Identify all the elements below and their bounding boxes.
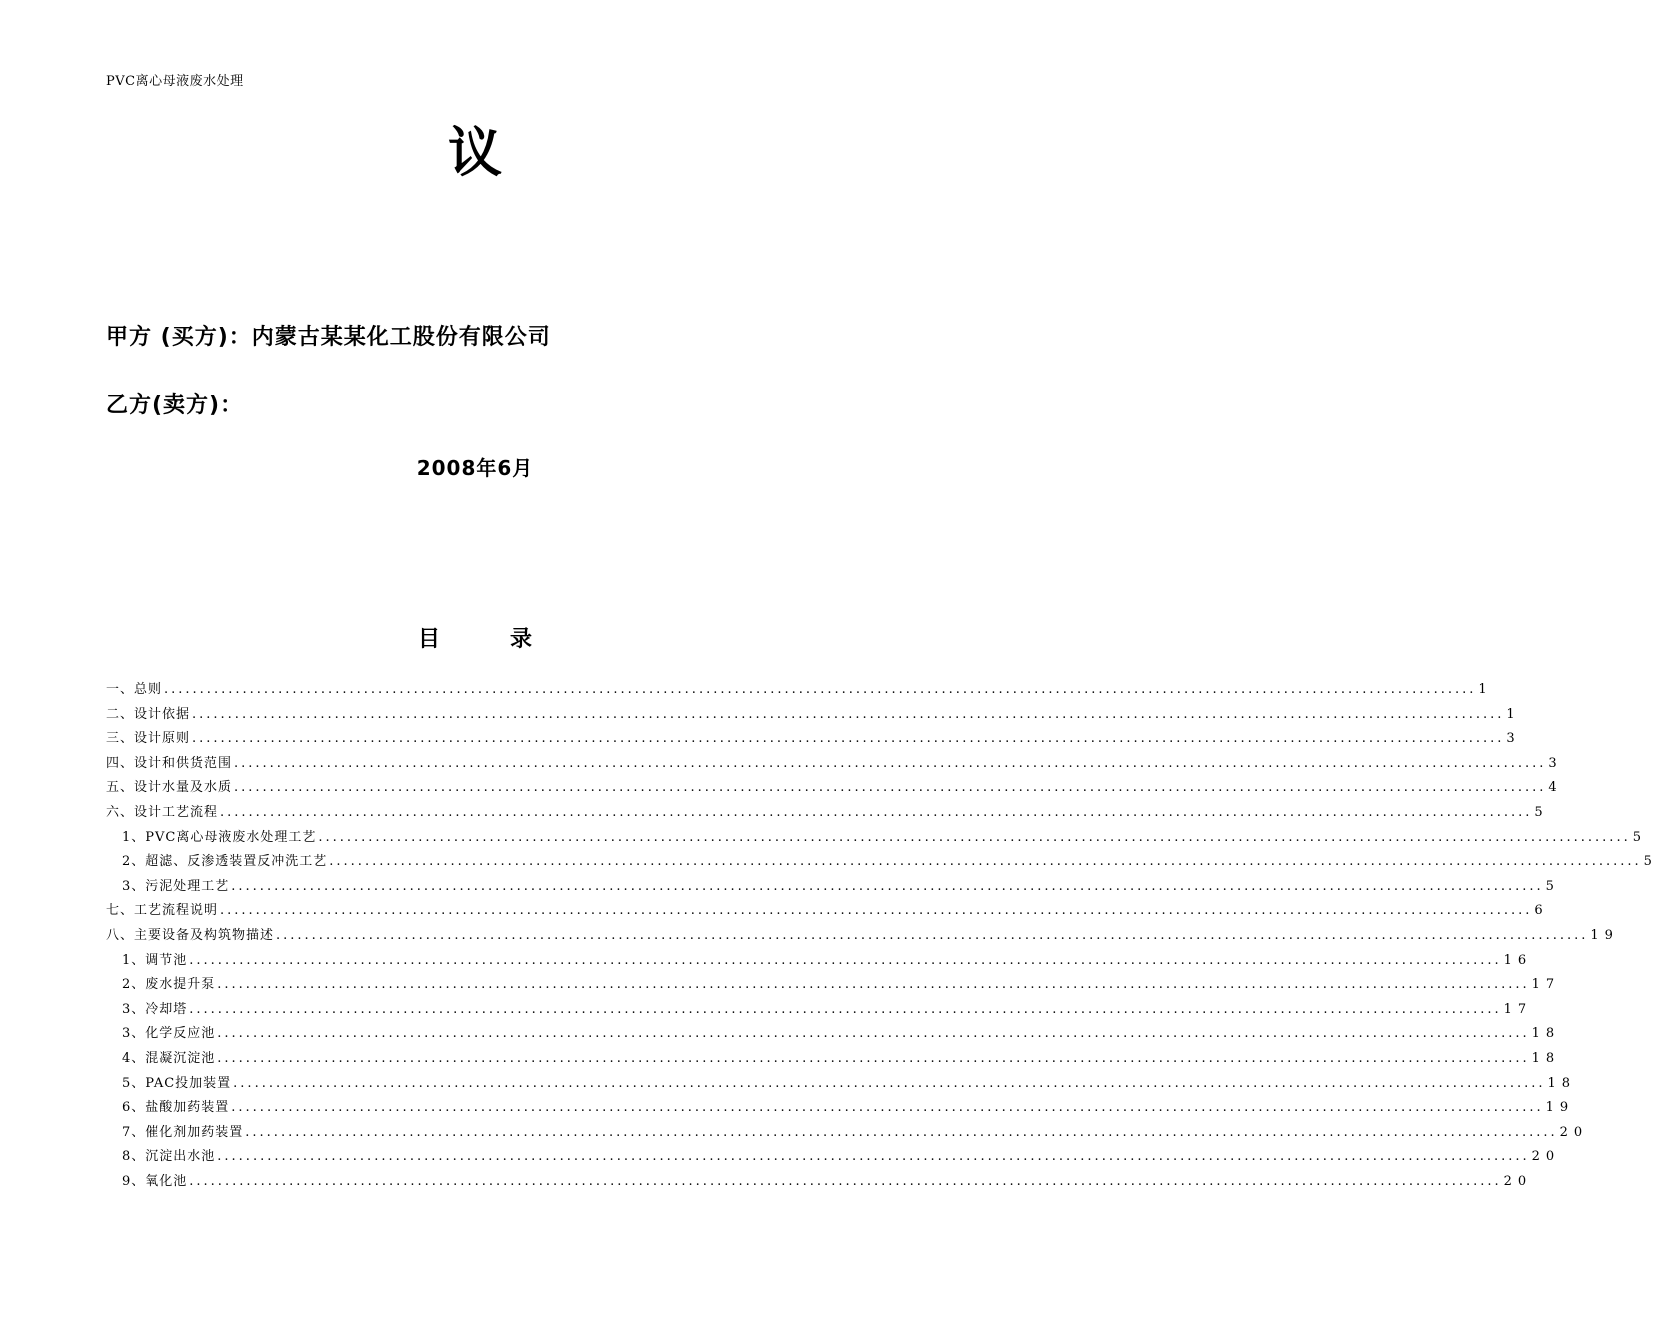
toc-entry-page: 18 xyxy=(1531,1050,1561,1066)
toc-leader-dots xyxy=(189,953,1501,968)
toc-entry-page: 20 xyxy=(1559,1124,1589,1140)
toc-leader-dots xyxy=(217,1149,1529,1164)
toc-entry[interactable] xyxy=(106,776,1563,801)
toc-entry-label: 9、氧化池 xyxy=(122,1173,188,1189)
toc-entry-label: 六、设计工艺流程 xyxy=(106,804,219,820)
toc-entry-label: 五、设计水量及水质 xyxy=(106,780,233,796)
toc-entry[interactable] xyxy=(106,1121,1589,1146)
toc-leader-dots xyxy=(217,977,1529,992)
toc-entry[interactable] xyxy=(106,1096,1575,1121)
toc-leader-dots xyxy=(192,707,1504,722)
toc-entry-page: 19 xyxy=(1545,1100,1575,1116)
toc-leader-dots xyxy=(231,879,1543,894)
toc-entry[interactable] xyxy=(106,752,1563,777)
toc-entry-page: 5 xyxy=(1534,804,1549,820)
toc-entry-page: 5 xyxy=(1545,878,1560,894)
toc-entry-label: 2、废水提升泵 xyxy=(122,977,216,993)
toc-entry[interactable] xyxy=(106,826,1647,851)
toc-entry[interactable] xyxy=(106,727,1521,752)
toc-entry[interactable] xyxy=(106,924,1619,949)
toc-entry[interactable] xyxy=(106,1145,1561,1170)
toc-entry[interactable] xyxy=(106,850,1658,875)
page-header: PVC离心母液废水处理 xyxy=(106,74,244,89)
toc-entry[interactable] xyxy=(106,678,1493,703)
toc-entry-label: 七、工艺流程说明 xyxy=(106,903,219,919)
toc-leader-dots xyxy=(192,731,1504,746)
toc-entry-label: 1、PVC离心母液废水处理工艺 xyxy=(122,829,317,845)
toc-entry-label: 8、沉淀出水池 xyxy=(122,1149,216,1165)
toc-entry[interactable] xyxy=(106,973,1561,998)
toc-leader-dots xyxy=(233,1076,1545,1091)
toc-entry-label: 一、总则 xyxy=(106,682,163,697)
party-a: 甲方 (买方)：内蒙古某某化工股份有限公司 xyxy=(106,325,551,350)
toc-entry[interactable] xyxy=(106,899,1549,924)
toc-leader-dots xyxy=(231,1100,1543,1115)
toc-entry-page: 18 xyxy=(1547,1075,1577,1091)
toc-entry[interactable] xyxy=(106,1072,1577,1097)
toc-entry-page: 17 xyxy=(1503,1001,1533,1017)
toc-entry-page: 4 xyxy=(1548,780,1563,796)
toc-entry[interactable] xyxy=(106,949,1533,974)
toc-leader-dots xyxy=(189,1174,1501,1189)
toc-leader-dots xyxy=(217,1026,1529,1041)
toc-title-right: 录 xyxy=(510,627,533,652)
toc-entry-label: 4、混凝沉淀池 xyxy=(122,1050,216,1066)
document-title: 议 xyxy=(448,121,502,184)
toc-leader-dots xyxy=(189,1002,1501,1017)
toc-entry-page: 6 xyxy=(1534,903,1549,919)
toc-entry[interactable] xyxy=(106,1047,1561,1072)
toc-entry-page: 20 xyxy=(1531,1149,1561,1165)
toc-entry-label: 3、污泥处理工艺 xyxy=(122,878,230,894)
toc-entry-page: 3 xyxy=(1506,731,1521,747)
toc-leader-dots xyxy=(245,1125,1557,1140)
toc-entry-label: 1、调节池 xyxy=(122,952,188,968)
toc-entry-label: 5、PAC投加装置 xyxy=(122,1075,232,1091)
toc-entry-label: 四、设计和供货范围 xyxy=(106,755,233,771)
toc-title xyxy=(0,622,950,653)
toc-leader-dots xyxy=(329,854,1641,869)
toc-entry-page: 5 xyxy=(1643,854,1658,870)
table-of-contents xyxy=(106,678,1658,1194)
toc-entry-page: 3 xyxy=(1548,755,1563,771)
toc-entry-label: 3、冷却塔 xyxy=(122,1001,188,1017)
toc-entry[interactable] xyxy=(106,801,1549,826)
toc-entry[interactable] xyxy=(106,1170,1533,1195)
toc-entry-page: 5 xyxy=(1632,829,1647,845)
party-b: 乙方(卖方)： xyxy=(106,393,244,418)
toc-entry-page: 1 xyxy=(1478,682,1493,697)
toc-leader-dots xyxy=(276,928,1588,943)
toc-leader-dots xyxy=(220,903,1532,918)
toc-entry-label: 二、设计依据 xyxy=(106,706,191,722)
toc-leader-dots xyxy=(318,830,1630,845)
toc-leader-dots xyxy=(234,780,1546,795)
toc-leader-dots xyxy=(164,682,1476,697)
toc-entry-label: 7、催化剂加药装置 xyxy=(122,1124,244,1140)
toc-entry-page: 1 xyxy=(1506,706,1521,722)
toc-entry[interactable] xyxy=(106,703,1521,728)
toc-entry-page: 16 xyxy=(1503,952,1533,968)
toc-entry[interactable] xyxy=(106,1022,1561,1047)
toc-entry-page: 18 xyxy=(1531,1026,1561,1042)
toc-entry-label: 6、盐酸加药装置 xyxy=(122,1100,230,1116)
toc-entry-label: 2、超滤、反渗透装置反冲洗工艺 xyxy=(122,854,328,870)
toc-entry-label: 八、主要设备及构筑物描述 xyxy=(106,927,275,943)
document-date: 2008年6月 xyxy=(416,456,534,480)
toc-entry[interactable] xyxy=(106,998,1533,1023)
toc-entry-page: 17 xyxy=(1531,977,1561,993)
toc-title-left: 目 xyxy=(417,627,440,652)
toc-entry-page: 20 xyxy=(1503,1173,1533,1189)
toc-entry-page: 19 xyxy=(1590,927,1619,943)
toc-leader-dots xyxy=(220,805,1532,820)
toc-entry-label: 三、设计原则 xyxy=(106,731,191,747)
toc-entry-label: 3、化学反应池 xyxy=(122,1026,216,1042)
toc-leader-dots xyxy=(217,1051,1529,1066)
toc-leader-dots xyxy=(234,756,1546,771)
toc-entry[interactable] xyxy=(106,875,1560,900)
